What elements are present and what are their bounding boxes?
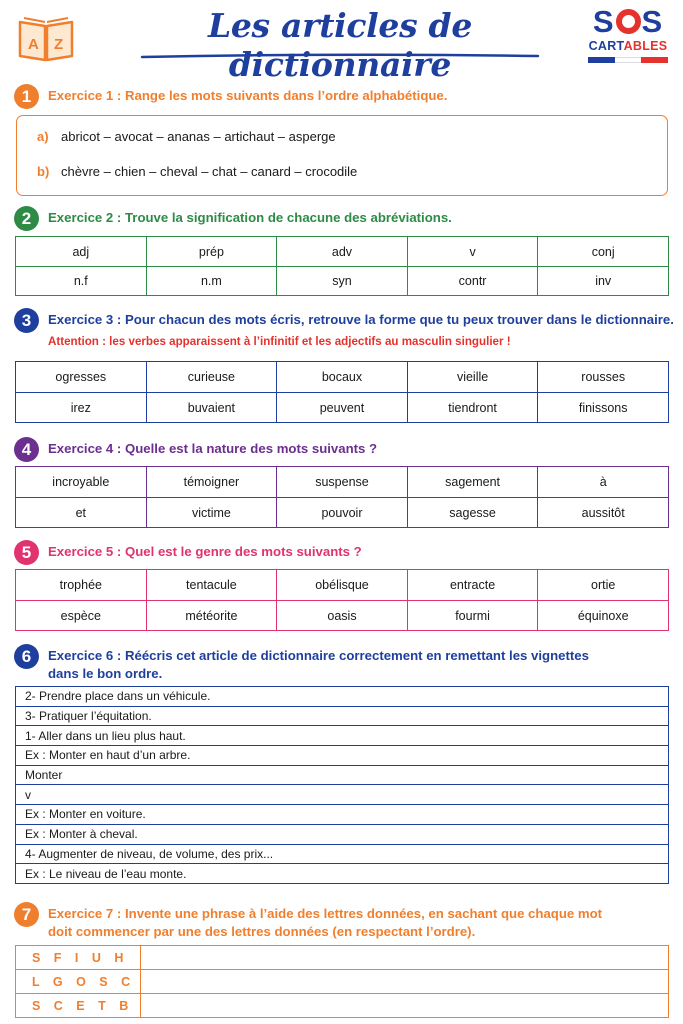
header bbox=[0, 0, 683, 84]
exercise-2-header bbox=[14, 206, 452, 231]
lifebuoy-icon bbox=[616, 9, 641, 34]
book-letter-z: Z bbox=[54, 36, 64, 53]
table-cell: adv bbox=[277, 237, 408, 267]
table-row bbox=[16, 267, 669, 296]
list-item: Ex : Le niveau de l’eau monte. bbox=[16, 864, 669, 884]
logo-sos: S S bbox=[592, 4, 664, 39]
exercise-6-number: 6 bbox=[14, 644, 39, 669]
table-cell: rousses bbox=[538, 362, 669, 393]
table-cell: entracte bbox=[407, 570, 538, 601]
table-cell: bocaux bbox=[277, 362, 408, 393]
list-item: Monter bbox=[16, 765, 669, 785]
exercise-6-list bbox=[15, 686, 669, 884]
table-cell: témoigner bbox=[146, 467, 277, 498]
exercise-3-title: Exercice 3 : Pour chacun des mots écris, retrouve la forme que tu peux trouver dans le dictionnaire. bbox=[48, 312, 674, 327]
table-cell: météorite bbox=[146, 601, 277, 631]
table-row bbox=[16, 970, 669, 994]
table-row bbox=[16, 362, 669, 393]
exercise-2-title: Exercice 2 : Trouve la signification de chacune des abréviations. bbox=[48, 210, 452, 225]
table-row bbox=[16, 498, 669, 528]
table-cell: adj bbox=[16, 237, 147, 267]
list-item: Ex : Monter à cheval. bbox=[16, 824, 669, 844]
table-row bbox=[16, 570, 669, 601]
table-cell: et bbox=[16, 498, 147, 528]
table-cell: équinoxe bbox=[538, 601, 669, 631]
exercise-4-title: Exercice 4 : Quelle est la nature des mots suivants ? bbox=[48, 441, 378, 456]
list-item: 1- Aller dans un lieu plus haut. bbox=[16, 726, 669, 746]
table-cell: pouvoir bbox=[277, 498, 408, 528]
list-item: Ex : Monter en haut d’un arbre. bbox=[16, 746, 669, 766]
list-item: v bbox=[16, 785, 669, 805]
table-cell: ortie bbox=[538, 570, 669, 601]
exercise-5-number: 5 bbox=[14, 540, 39, 565]
list-item: Ex : Monter en voiture. bbox=[16, 805, 669, 825]
table-cell: conj bbox=[538, 237, 669, 267]
title-underline bbox=[140, 52, 540, 60]
exercise-1-line-a: a) abricot – avocat – ananas – artichaut – asperge bbox=[37, 129, 336, 144]
letters-cell: S C E T B bbox=[16, 994, 141, 1018]
table-cell: obélisque bbox=[277, 570, 408, 601]
table-cell: contr bbox=[407, 267, 538, 296]
answer-field[interactable] bbox=[141, 970, 669, 994]
list-item: 2- Prendre place dans un véhicule. bbox=[16, 687, 669, 707]
letters-cell: S F I U H bbox=[16, 946, 141, 970]
table-cell: peuvent bbox=[277, 393, 408, 423]
answer-field[interactable] bbox=[141, 946, 669, 970]
book-letter-a: A bbox=[28, 36, 39, 53]
table-cell: n.m bbox=[146, 267, 277, 296]
exercise-2-number: 2 bbox=[14, 206, 39, 231]
table-cell: finissons bbox=[538, 393, 669, 423]
table-row bbox=[16, 237, 669, 267]
exercise-5-table bbox=[15, 569, 669, 631]
exercise-7-title: Exercice 7 : Invente une phrase à l’aide des lettres données, en sachant que chaque mot doit commencer par une des lettres données (en respectant l’ordre). bbox=[48, 906, 603, 939]
french-flag-stripe bbox=[588, 57, 668, 63]
table-cell: buvaient bbox=[146, 393, 277, 423]
exercise-7-number: 7 bbox=[14, 902, 39, 927]
table-cell: inv bbox=[538, 267, 669, 296]
table-cell: à bbox=[538, 467, 669, 498]
table-cell: v bbox=[407, 237, 538, 267]
exercise-1-box bbox=[16, 115, 668, 196]
exercise-3-table bbox=[15, 361, 669, 423]
exercise-3-number: 3 bbox=[14, 308, 39, 333]
table-cell: curieuse bbox=[146, 362, 277, 393]
table-cell: aussitôt bbox=[538, 498, 669, 528]
table-cell: oasis bbox=[277, 601, 408, 631]
exercise-4-header bbox=[14, 437, 377, 462]
table-cell: vieille bbox=[407, 362, 538, 393]
exercise-7-header bbox=[14, 902, 608, 941]
sos-cartables-logo bbox=[586, 6, 670, 74]
exercise-4-table bbox=[15, 466, 669, 528]
table-cell: irez bbox=[16, 393, 147, 423]
table-cell: suspense bbox=[277, 467, 408, 498]
table-cell: sagesse bbox=[407, 498, 538, 528]
table-cell: syn bbox=[277, 267, 408, 296]
table-cell: tentacule bbox=[146, 570, 277, 601]
exercise-7-table bbox=[15, 945, 669, 1018]
exercise-2-table bbox=[15, 236, 669, 296]
exercise-6-header bbox=[14, 644, 608, 683]
exercise-6-title: Exercice 6 : Réécris cet article de dictionnaire correctement en remettant les vignettes dans le bon ordre. bbox=[48, 648, 589, 681]
answer-field[interactable] bbox=[141, 994, 669, 1018]
book-icon bbox=[16, 12, 76, 64]
table-row bbox=[16, 467, 669, 498]
exercise-3-header bbox=[14, 308, 674, 351]
table-cell: sagement bbox=[407, 467, 538, 498]
table-cell: espèce bbox=[16, 601, 147, 631]
table-cell: ogresses bbox=[16, 362, 147, 393]
page-title: Les articles de dictionnaire bbox=[207, 6, 473, 84]
table-cell: fourmi bbox=[407, 601, 538, 631]
exercise-1-title: Exercice 1 : Range les mots suivants dans l’ordre alphabétique. bbox=[48, 88, 448, 103]
exercise-5-title: Exercice 5 : Quel est le genre des mots suivants ? bbox=[48, 544, 362, 559]
table-row bbox=[16, 994, 669, 1018]
table-cell: incroyable bbox=[16, 467, 147, 498]
table-row bbox=[16, 946, 669, 970]
letters-cell: L G O S C bbox=[16, 970, 141, 994]
exercise-1-number: 1 bbox=[14, 84, 39, 109]
exercise-5-header bbox=[14, 540, 362, 565]
exercise-1-header bbox=[14, 84, 447, 109]
table-row bbox=[16, 601, 669, 631]
logo-cart: CART bbox=[588, 39, 624, 53]
list-item: 3- Pratiquer l’équitation. bbox=[16, 706, 669, 726]
logo-ables: ABLES bbox=[623, 39, 668, 53]
exercise-1-line-b: b) chèvre – chien – cheval – chat – canard – crocodile bbox=[37, 164, 358, 179]
table-cell: tiendront bbox=[407, 393, 538, 423]
exercise-3-warning: Attention : les verbes apparaissent à l’infinitif et les adjectifs au masculin singulier ! bbox=[48, 335, 511, 348]
table-cell: n.f bbox=[16, 267, 147, 296]
table-cell: victime bbox=[146, 498, 277, 528]
list-item: 4- Augmenter de niveau, de volume, des prix... bbox=[16, 844, 669, 864]
table-row bbox=[16, 393, 669, 423]
table-cell: prép bbox=[146, 237, 277, 267]
table-cell: trophée bbox=[16, 570, 147, 601]
exercise-4-number: 4 bbox=[14, 437, 39, 462]
